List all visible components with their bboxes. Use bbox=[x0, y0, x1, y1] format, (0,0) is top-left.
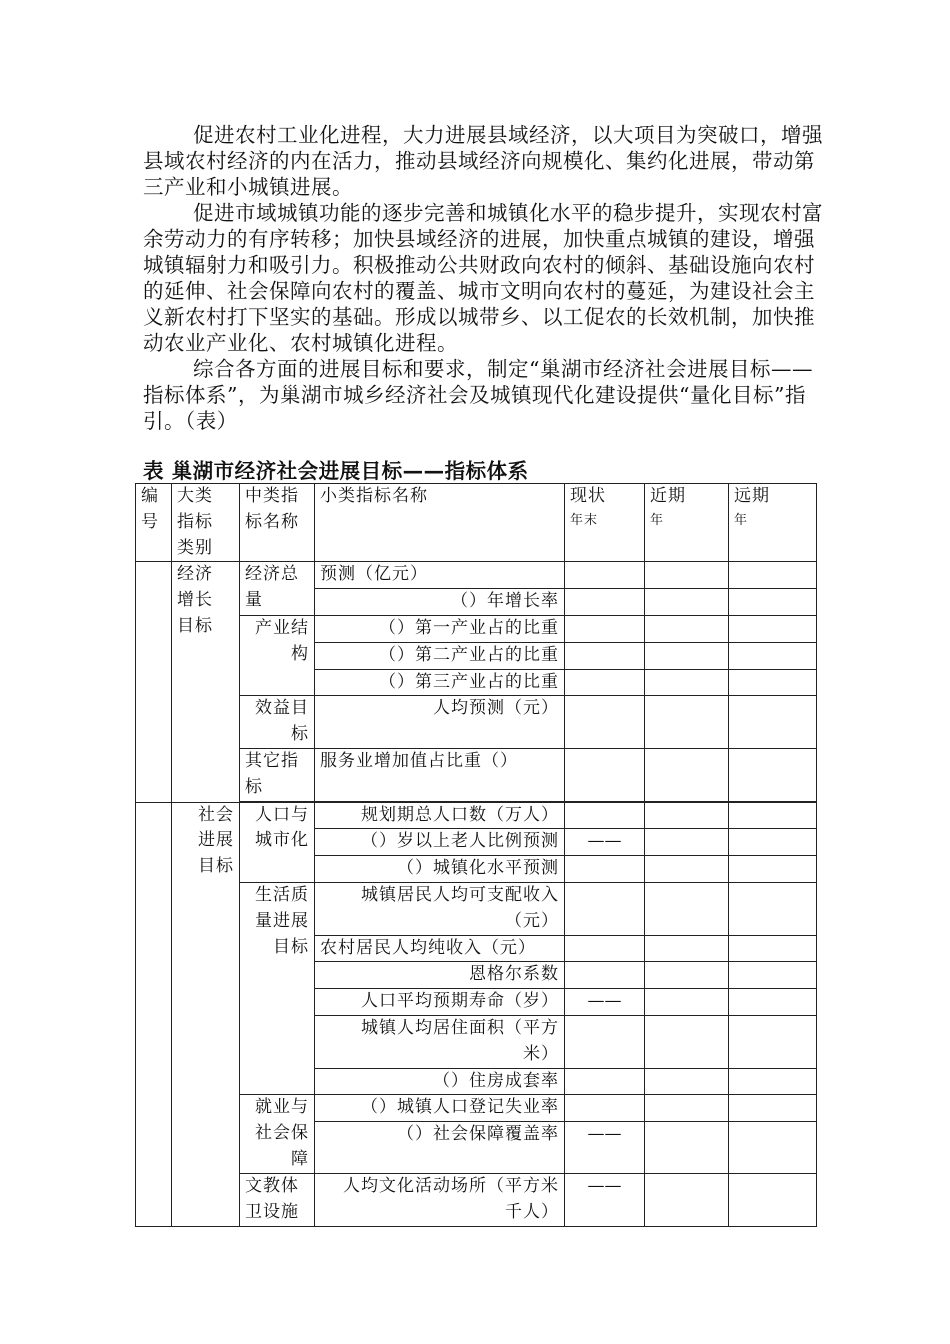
value-cell bbox=[565, 935, 645, 962]
no-cell-social bbox=[136, 802, 172, 1227]
value-cell bbox=[645, 962, 729, 989]
group-culture: 文教体 卫设施 bbox=[240, 1174, 315, 1227]
spacer-cell bbox=[315, 1226, 565, 1227]
value-cell bbox=[645, 1174, 729, 1227]
row-urbanization: （）城镇化水平预测 bbox=[315, 856, 565, 883]
header-current-sub: 年末 bbox=[570, 512, 599, 528]
row-growth: （）年增长率 bbox=[315, 589, 565, 616]
header-current bbox=[565, 484, 645, 562]
group-population: 人口与 城市化 bbox=[240, 802, 315, 882]
row-primary: （）第一产业占的比重 bbox=[315, 615, 565, 642]
value-cell bbox=[729, 615, 817, 642]
value-cell bbox=[565, 669, 645, 696]
header-current-label: 现状 bbox=[570, 486, 606, 506]
group-life: 生活质 量进展 目标 bbox=[240, 882, 315, 1094]
value-cell bbox=[645, 829, 729, 856]
header-far-label: 远期 bbox=[734, 486, 770, 506]
value-cell bbox=[645, 935, 729, 962]
value-cell bbox=[565, 962, 645, 989]
value-cell bbox=[645, 802, 729, 829]
row-tertiary: （）第三产业占的比重 bbox=[315, 669, 565, 696]
body-text bbox=[143, 122, 823, 434]
value-cell bbox=[729, 802, 817, 829]
category-social: 社会 进展 目标 bbox=[172, 802, 240, 1227]
row-elderly: （）岁以上老人比例预测 bbox=[315, 829, 565, 856]
value-cell bbox=[729, 935, 817, 962]
value-cell bbox=[645, 1015, 729, 1068]
value-cell bbox=[729, 669, 817, 696]
value-cell bbox=[729, 1068, 817, 1095]
header-near-label: 近期 bbox=[650, 486, 686, 506]
value-cell bbox=[565, 1068, 645, 1095]
value-cell bbox=[729, 962, 817, 989]
group-other: 其它指 标 bbox=[240, 748, 315, 801]
value-cell bbox=[645, 696, 729, 749]
value-cell bbox=[729, 882, 817, 935]
row-coverage: （）社会保障覆盖率 bbox=[315, 1122, 565, 1174]
value-cell bbox=[729, 642, 817, 669]
header-category: 大类 指标 类别 bbox=[172, 484, 240, 562]
row-housing-area: 城镇人均居住面积（平方 米） bbox=[315, 1015, 565, 1068]
dash-cell: —— bbox=[565, 1174, 645, 1227]
value-cell bbox=[645, 1095, 729, 1122]
header-near bbox=[645, 484, 729, 562]
group-benefit: 效益目 标 bbox=[240, 696, 315, 749]
table-title: 表 巢湖市经济社会进展目标——指标体系 bbox=[143, 459, 529, 483]
row-service: 服务业增加值占比重（） bbox=[315, 748, 565, 801]
value-cell bbox=[645, 589, 729, 616]
group-total: 经济总 量 bbox=[240, 562, 315, 616]
value-cell bbox=[645, 856, 729, 883]
row-secondary: （）第二产业占的比重 bbox=[315, 642, 565, 669]
value-cell bbox=[645, 1068, 729, 1095]
value-cell bbox=[565, 589, 645, 616]
value-cell bbox=[729, 1095, 817, 1122]
value-cell bbox=[729, 1122, 817, 1174]
row-per-capita: 人均预测（元） bbox=[315, 696, 565, 749]
header-far bbox=[729, 484, 817, 562]
value-cell bbox=[729, 856, 817, 883]
value-cell bbox=[565, 802, 645, 829]
value-cell bbox=[565, 1015, 645, 1068]
value-cell bbox=[645, 669, 729, 696]
header-near-sub: 年 bbox=[650, 512, 665, 528]
no-cell-econ bbox=[136, 562, 172, 802]
value-cell bbox=[565, 696, 645, 749]
value-cell bbox=[729, 829, 817, 856]
value-cell bbox=[729, 589, 817, 616]
row-engel: 恩格尔系数 bbox=[315, 962, 565, 989]
value-cell bbox=[729, 1015, 817, 1068]
value-cell bbox=[645, 562, 729, 589]
value-cell bbox=[645, 882, 729, 935]
table-row bbox=[136, 802, 817, 829]
value-cell bbox=[565, 748, 645, 801]
spacer-cell bbox=[645, 1226, 729, 1227]
row-unemployment: （）城镇人口登记失业率 bbox=[315, 1095, 565, 1122]
value-cell bbox=[645, 1122, 729, 1174]
dash-cell: —— bbox=[565, 829, 645, 856]
header-far-sub: 年 bbox=[734, 512, 749, 528]
value-cell bbox=[565, 1095, 645, 1122]
paragraph-1: 促进农村工业化进程，大力进展县域经济，以大项目为突破口，增强县域农村经济的内在活力，推动县域经济向规模化、集约化进展，带动第三产业和小城镇进展。 bbox=[143, 123, 823, 199]
value-cell bbox=[729, 562, 817, 589]
value-cell bbox=[565, 856, 645, 883]
value-cell bbox=[565, 615, 645, 642]
row-total-pop: 规划期总人口数（万人） bbox=[315, 802, 565, 829]
dash-cell: —— bbox=[565, 989, 645, 1016]
row-rural-income: 农村居民人均纯收入（元） bbox=[315, 935, 565, 962]
value-cell bbox=[729, 1174, 817, 1227]
row-housing-set: （）住房成套率 bbox=[315, 1068, 565, 1095]
value-cell bbox=[729, 748, 817, 801]
row-forecast: 预测（亿元） bbox=[315, 562, 565, 589]
header-no: 编 号 bbox=[136, 484, 172, 562]
spacer-cell bbox=[240, 1226, 315, 1227]
value-cell bbox=[729, 696, 817, 749]
row-life-exp: 人口平均预期寿命（岁） bbox=[315, 989, 565, 1016]
group-employment: 就业与 社会保 障 bbox=[240, 1095, 315, 1174]
indicator-table bbox=[135, 483, 817, 1227]
value-cell bbox=[565, 642, 645, 669]
category-econ: 经济 增长 目标 bbox=[172, 562, 240, 802]
value-cell bbox=[729, 989, 817, 1016]
group-structure: 产业结 构 bbox=[240, 615, 315, 695]
row-culture-venue: 人均文化活动场所（平方米 千人） bbox=[315, 1174, 565, 1227]
value-cell bbox=[645, 642, 729, 669]
dash-cell: —— bbox=[565, 1122, 645, 1174]
table-header-row bbox=[136, 484, 817, 562]
paragraph-2: 促进市域城镇功能的逐步完善和城镇化水平的稳步提升，实现农村富余劳动力的有序转移；加快县域经济的进展，加快重点城镇的建设，增强城镇辐射力和吸引力。积极推动公共财政向农村的倾斜、基础设施向农村的延伸、社会保障向农村的覆盖、城市文明向农村的蔓延，为建设社会主义新农村打下坚实的基础。形成以城带乡、以工促农的长效机制，加快推动农业产业化、农村城镇化进程。 bbox=[143, 201, 823, 355]
spacer-cell bbox=[729, 1226, 817, 1227]
value-cell bbox=[565, 562, 645, 589]
value-cell bbox=[645, 615, 729, 642]
table-row bbox=[136, 562, 817, 589]
header-mid: 中类指 标名称 bbox=[240, 484, 315, 562]
row-urban-income: 城镇居民人均可支配收入 （元） bbox=[315, 882, 565, 935]
value-cell bbox=[645, 989, 729, 1016]
header-small: 小类指标名称 bbox=[315, 484, 565, 562]
spacer-cell bbox=[565, 1226, 645, 1227]
paragraph-3: 综合各方面的进展目标和要求，制定“巢湖市经济社会进展目标——指标体系”，为巢湖市城乡经济社会及城镇现代化建设提供“量化目标”指引。（表） bbox=[143, 357, 813, 433]
value-cell bbox=[565, 882, 645, 935]
value-cell bbox=[645, 748, 729, 801]
